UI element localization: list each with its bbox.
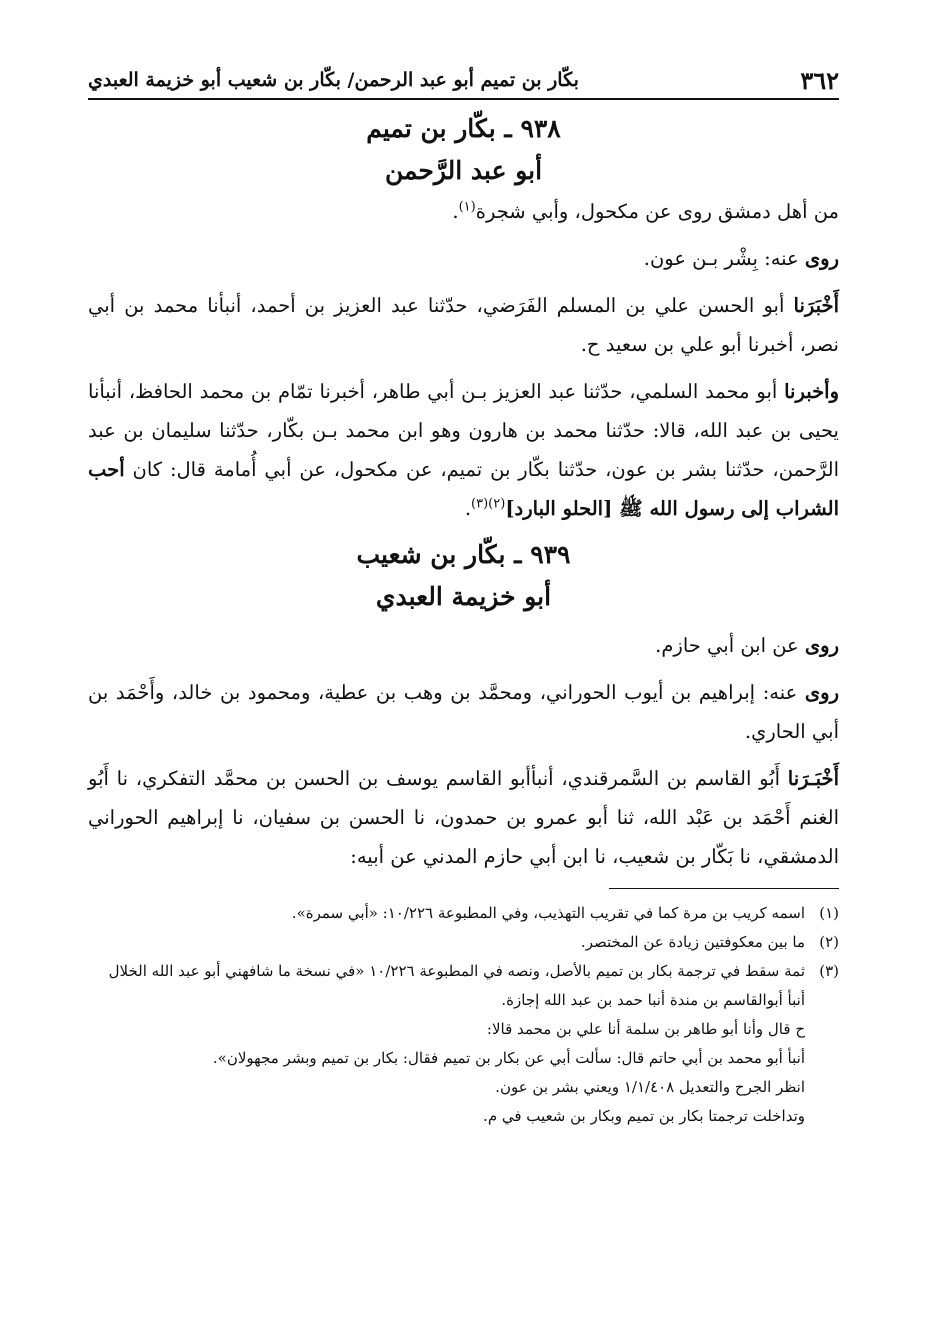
narrators-text: عنه: إبراهيم بن أيوب الحوراني، ومحمَّد بن وهب بن عطية، ومحمود بن خالد، وأَحْمَد بن أبي الحاري. <box>88 681 839 743</box>
footnote-ref-1[interactable]: (١) <box>458 199 476 215</box>
keyword-rawa: روى <box>804 634 839 657</box>
footnote-text: ما بين معكوفتين زيادة عن المختصر. <box>580 933 805 951</box>
footnote-3-line: ح قال وأنا أبو طاهر بن سلمة أنا علي بن محمد قالا: <box>486 1020 805 1038</box>
entry-939-isnad <box>88 759 839 876</box>
isnad-2-text: أبو محمد السلمي، حدّثنا عبد العزيز بـن أبي طاهر، أخبرنا تمّام بن محمد الحافظ، أنبأنا يحيى بن عبد الله، قالا: حدّثنا محمد بن هارون وهو ابن محمد بـن بكّار، حدّثنا سليمان بن عبد الرَّحمن، حدّثنا بشر بن عون، حدّثنا بكّار بن تميم، عن مكحول، عن أبي أُمامة قال: كان <box>88 380 839 481</box>
footnote-ref-2-3[interactable]: (٢)(٣) <box>471 496 506 512</box>
teacher-text: عن ابن أبي حازم. <box>655 634 805 657</box>
entry-939-kunya: أبو خزيمة العبدي <box>375 582 552 611</box>
keyword-akhbarana: أَخْبَرَنا <box>793 294 839 317</box>
entry-938-kunya: أبو عبد الرَّحمن <box>384 156 543 185</box>
footnote-2 <box>88 928 839 957</box>
entry-939-narrators <box>88 673 839 751</box>
footnotes <box>88 899 839 1131</box>
footnote-3-line: وتداخلت ترجمتا بكار بن تميم وبكار بن شعيب في م. <box>483 1107 805 1125</box>
entry-938-isnad-2 <box>88 372 839 528</box>
footnote-3 <box>88 957 839 1015</box>
footnote-divider <box>609 888 839 889</box>
isnad-1-text: أبو الحسن علي بن المسلم الفَرَضي، حدّثنا عبد العزيز بن أحمد، أنبأنا محمد بن أبي نصر، أخبرنا أبو علي بن سعيد ح. <box>88 294 839 356</box>
isnad-text: أَبُو القاسم بن السَّمرقندي، أنبأأبو القاسم يوسف بن الحسن بن محمَّد التفكري، نا أَبُو الغنم أَحْمَد بن عَبْد الله، ثنا أبو عمرو بن حمدون، نا الحسن بن سفيان، نا إبراهيم الحوراني الدمشقي، نا بَكّار بن شعيب، نا ابن أبي حازم المدني عن أبيه: <box>88 767 839 868</box>
keyword-akhbarana: أَخْبَـرَنا <box>787 767 839 790</box>
footnote-number: (١) <box>819 904 839 922</box>
entry-939-teacher <box>88 626 839 665</box>
entry-938-narrators <box>88 239 839 278</box>
page-header <box>88 62 839 100</box>
origin-text: من أهل دمشق روى عن مكحول، وأبي شجرة <box>475 200 839 223</box>
running-title: بكّار بن تميم أبو عبد الرحمن/ بكّار بن شعيب أبو خزيمة العبدي <box>88 69 579 91</box>
footnote-text: ثمة سقط في ترجمة بكار بن تميم بالأصل، ونصه في المطبوعة ١٠/٢٢٦ «في نسخة ما شافهني أبو عبد الله الخلال أنبأ أبوالقاسم بن مندة أنبا حمد بن عبد الله إجازة. <box>108 962 805 1009</box>
footnote-number: (٢) <box>819 933 839 951</box>
page-content <box>88 108 839 1131</box>
keyword-rawa: روى <box>804 247 839 270</box>
entry-938-isnad-1 <box>88 286 839 364</box>
footnote-number: (٣) <box>819 962 839 980</box>
narrators-text: عنه: بِشْر بـن عون. <box>643 247 805 270</box>
keyword-wa-akhbarana: وأخبرنا <box>784 380 839 403</box>
hadith-matn: أحب الشراب إلى رسول الله ﷺ [الحلو البارد] <box>88 458 839 520</box>
keyword-rawa: روى <box>804 681 839 704</box>
page-number: ٣٦٢ <box>800 65 839 95</box>
footnote-1 <box>88 899 839 928</box>
footnote-text: اسمه كريب بن مرة كما في تقريب التهذيب، وفي المطبوعة ١٠/٢٢٦: «أبي سمرة». <box>291 904 805 922</box>
origin-end: . <box>452 200 459 223</box>
entry-939-title: ٩٣٩ ـ بكّار بن شعيب <box>356 540 571 569</box>
footnote-3-line: أنبأ أبو محمد بن أبي حاتم قال: سألت أبي عن بكار بن تميم فقال: بكار بن تميم وبشر مجهولان». <box>212 1049 805 1067</box>
isnad-2-end: . <box>464 497 472 520</box>
entry-938-title: ٩٣٨ ـ بكّار بن تميم <box>366 114 561 143</box>
entry-938-origin <box>88 192 839 231</box>
footnote-3-line: انظر الجرح والتعديل ١/١/٤٠٨ ويعني بشر بن عون. <box>495 1078 805 1096</box>
